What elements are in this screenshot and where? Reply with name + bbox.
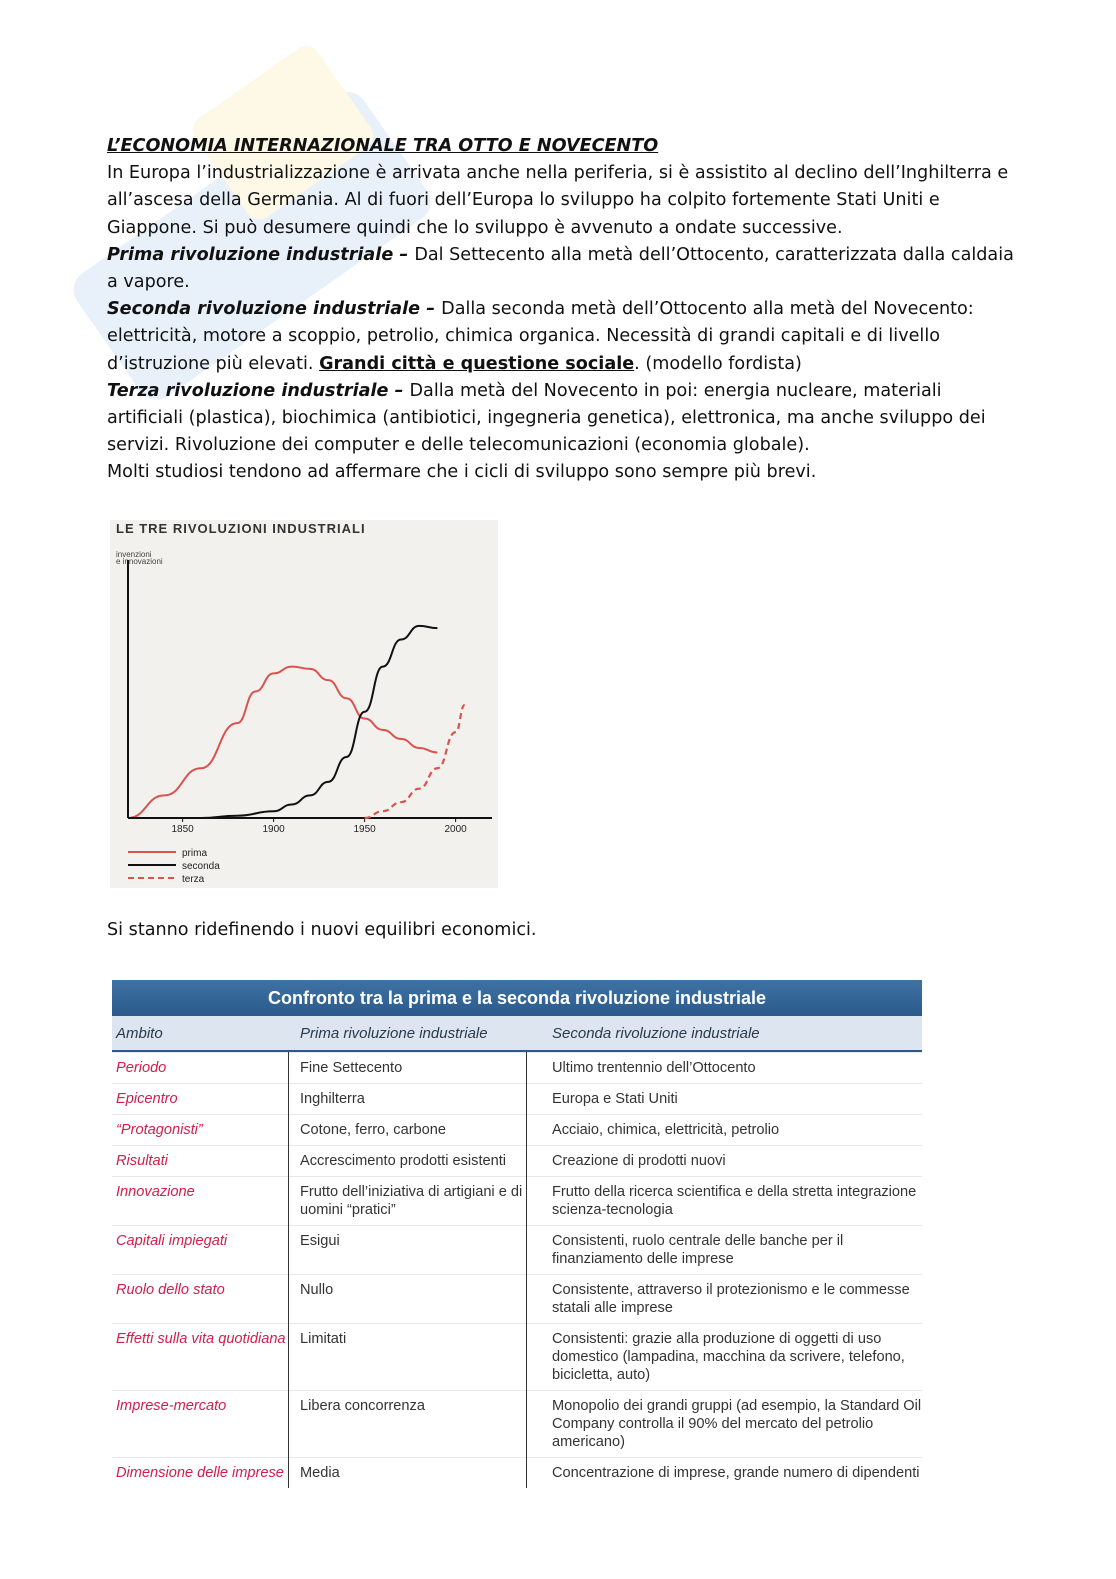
table-divider-2 — [526, 1052, 527, 1488]
second-revolution-text: Dalla seconda metà dell’Ottocento alla metà del Novecento: elettricità, motore a scoppio, petrolio, chimica organica. Necessità di grandi capitali e di livello d’istruzione più elevati. — [107, 299, 974, 374]
series-line-terza — [365, 705, 465, 818]
x-tick-label: 1950 — [353, 824, 376, 835]
third-revolution-paragraph — [107, 378, 1017, 460]
cell-seconda: Creazione di prodotti nuovi — [552, 1153, 726, 1169]
cell-prima: Media — [300, 1465, 340, 1481]
article-body — [107, 133, 1017, 487]
table-title: Confronto tra la prima e la seconda rivoluzione industriale — [112, 980, 922, 1016]
third-revolution-text: Dalla metà del Novecento in poi: energia nucleare, materiali artificiali (plastica), biochimica (antibiotici, ingegneria genetica), elettronica, ma anche sviluppo dei servizi. Rivoluzione dei computer e delle telecomunicazioni (economia globale). — [107, 380, 986, 456]
cell-seconda: Consistente, attraverso il protezionismo e le commesse statali alle imprese — [552, 1282, 910, 1316]
table-row — [112, 1457, 922, 1488]
cell-prima: Limitati — [300, 1331, 347, 1347]
second-revolution-emphasis: Grandi città e questione sociale — [319, 353, 635, 374]
x-tick-label: 1850 — [171, 824, 194, 835]
table-row — [112, 1390, 922, 1457]
table-row — [112, 1114, 922, 1145]
comparison-table — [112, 980, 922, 1488]
cell-ambito: Epicentro — [116, 1091, 178, 1107]
cell-prima: Frutto dell’iniziativa di artigiani e di uomini “pratici” — [300, 1184, 523, 1218]
table-row — [112, 1323, 922, 1390]
third-revolution-term: Terza rivoluzione industriale – — [107, 380, 410, 401]
cell-ambito: Risultati — [116, 1153, 168, 1169]
series-line-prima — [128, 667, 437, 818]
cell-ambito: Dimensione delle imprese — [116, 1465, 284, 1481]
header-prima: Prima rivoluzione industriale — [300, 1025, 488, 1042]
after-chart-text: Si stanno ridefinendo i nuovi equilibri economici. — [107, 920, 537, 940]
table-row — [112, 1083, 922, 1114]
series-line-seconda — [128, 626, 437, 818]
table-divider-1 — [288, 1052, 289, 1488]
second-revolution-tail: . (modello fordista) — [634, 353, 802, 374]
second-revolution-term: Seconda rivoluzione industriale – — [107, 299, 442, 320]
cell-seconda: Frutto della ricerca scientifica e della stretta integrazione scienza-tecnologia — [552, 1184, 917, 1218]
chart-ylabel-line2: e innovazioni — [116, 557, 163, 566]
cell-prima: Libera concorrenza — [300, 1398, 425, 1414]
first-revolution-text: Dal Settecento alla metà dell’Ottocento, caratterizzata dalla caldaia a vapore. — [107, 244, 1014, 293]
cell-ambito: Innovazione — [116, 1184, 195, 1200]
cell-seconda: Consistenti: grazie alla produzione di oggetti di uso domestico (lampadina, macchina da scrivere, telefono, bicicletta, auto) — [552, 1331, 905, 1383]
chart-svg — [110, 520, 498, 888]
cell-prima: Esigui — [300, 1233, 340, 1249]
page-title: L’ECONOMIA INTERNAZIONALE TRA OTTO E NOVECENTO — [107, 136, 659, 156]
x-tick-label: 2000 — [444, 824, 467, 835]
cell-prima: Inghilterra — [300, 1091, 365, 1107]
cell-seconda: Europa e Stati Uniti — [552, 1091, 678, 1107]
cell-ambito: Ruolo dello stato — [116, 1282, 225, 1298]
table-body — [112, 1052, 922, 1488]
header-ambito: Ambito — [116, 1025, 163, 1042]
table-row — [112, 1225, 922, 1274]
first-revolution-term: Prima rivoluzione industriale – — [107, 244, 415, 265]
cell-seconda: Concentrazione di imprese, grande numero di dipendenti — [552, 1465, 920, 1481]
revolutions-chart — [110, 520, 498, 888]
second-revolution-paragraph — [107, 296, 1017, 378]
table-row — [112, 1145, 922, 1176]
table-row — [112, 1176, 922, 1225]
cell-ambito: Periodo — [116, 1060, 167, 1076]
cell-seconda: Consistenti, ruolo centrale delle banche per il finanziamento delle imprese — [552, 1233, 844, 1267]
cell-prima: Nullo — [300, 1282, 334, 1298]
cycles-paragraph: Molti studiosi tendono ad affermare che i cicli di sviluppo sono sempre più brevi. — [107, 462, 817, 483]
cell-ambito: Imprese-mercato — [116, 1398, 227, 1414]
header-seconda: Seconda rivoluzione industriale — [552, 1025, 760, 1042]
legend-label-terza: terza — [182, 874, 205, 885]
cell-seconda: Monopolio dei grandi gruppi (ad esempio, la Standard Oil Company controlla il 90% del mercato del petrolio americano) — [552, 1398, 922, 1450]
intro-paragraph: In Europa l’industrializzazione è arrivata anche nella periferia, si è assistito al declino dell’Inghilterra e all’ascesa della Germania. Al di fuori dell’Europa lo sviluppo ha colpito fortemente Stati Uniti e Giappone. Si può desumere quindi che lo sviluppo è avvenuto a ondate successive. — [107, 163, 1009, 238]
table-header — [112, 1016, 922, 1052]
chart-ylabel-line1: invenzioni — [116, 550, 152, 559]
legend-label-seconda: seconda — [182, 861, 220, 872]
cell-ambito: “Protagonisti” — [116, 1122, 203, 1138]
table-grid — [112, 1016, 922, 1488]
chart-title: LE TRE RIVOLUZIONI INDUSTRIALI — [116, 521, 366, 536]
first-revolution-paragraph — [107, 242, 1017, 296]
cell-seconda: Ultimo trentennio dell’Ottocento — [552, 1060, 756, 1076]
cell-prima: Fine Settecento — [300, 1060, 403, 1076]
legend-label-prima: prima — [182, 848, 208, 859]
cell-ambito: Effetti sulla vita quotidiana — [116, 1331, 286, 1347]
cell-ambito: Capitali impiegati — [116, 1233, 228, 1249]
table-row — [112, 1274, 922, 1323]
table-row — [112, 1052, 922, 1083]
cell-prima: Accrescimento prodotti esistenti — [300, 1153, 507, 1169]
cell-seconda: Acciaio, chimica, elettricità, petrolio — [552, 1122, 780, 1138]
x-tick-label: 1900 — [262, 824, 285, 835]
cell-prima: Cotone, ferro, carbone — [300, 1122, 447, 1138]
